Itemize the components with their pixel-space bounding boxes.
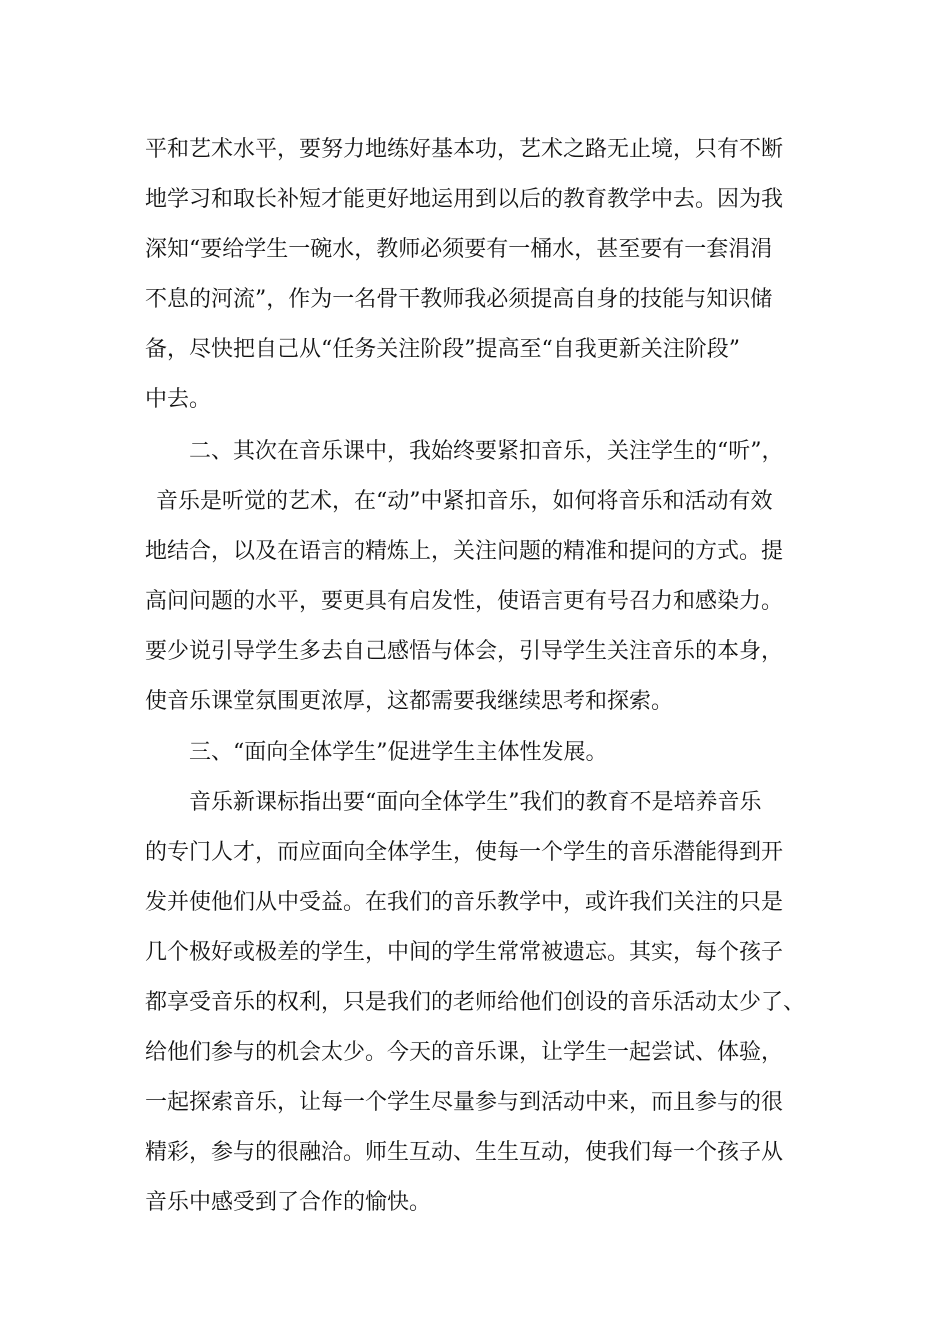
body-line: 精彩，参与的很融洽。师生互动、生生互动，使我们每一个孩子从 <box>145 1140 784 1165</box>
section-two-first-line: 二、其次在音乐课中，我始终要紧扣音乐，关注学生的“听”， <box>189 439 784 464</box>
body-line: 给他们参与的机会太少。今天的音乐课，让学生一起尝试、体验， <box>145 1040 784 1065</box>
body-line: 不息的河流”，作为一名骨干教师我必须提高自身的技能与知识储 <box>145 287 773 312</box>
body-line: 使音乐课堂氛围更浓厚，这都需要我继续思考和探索。 <box>145 689 674 714</box>
body-line: 地学习和取长补短才能更好地运用到以后的教育教学中去。因为我 <box>145 187 784 212</box>
body-line: 发并使他们从中受益。在我们的音乐教学中，或许我们关注的只是 <box>145 890 784 915</box>
body-line: 音乐中感受到了合作的愉快。 <box>145 1190 432 1215</box>
body-line: 要少说引导学生多去自己感悟与体会，引导学生关注音乐的本身， <box>145 639 784 664</box>
body-line: 几个极好或极差的学生，中间的学生常常被遗忘。其实，每个孩子 <box>145 940 784 965</box>
body-line: 平和艺术水平，要努力地练好基本功，艺术之路无止境，只有不断 <box>145 137 784 162</box>
section-three-heading: 三、“面向全体学生”促进学生主体性发展。 <box>189 740 608 765</box>
body-line: 中去。 <box>145 387 212 412</box>
body-line: 地结合，以及在语言的精炼上，关注问题的精准和提问的方式。提 <box>145 539 784 564</box>
paragraph-first-line: 音乐新课标指出要“面向全体学生”我们的教育不是培养音乐 <box>189 790 762 815</box>
body-line: 深知“要给学生一碗水，教师必须要有一桶水，甚至要有一套涓涓 <box>145 237 773 262</box>
body-line: 音乐是听觉的艺术，在“动”中紧扣音乐，如何将音乐和活动有效 <box>156 489 773 514</box>
body-line: 一起探索音乐，让每一个学生尽量参与到活动中来，而且参与的很 <box>145 1090 784 1115</box>
body-line: 高问问题的水平，要更具有启发性，使语言更有号召力和感染力。 <box>145 589 784 614</box>
body-line: 备，尽快把自己从“任务关注阶段”提高至“自我更新关注阶段” <box>145 337 740 362</box>
body-line: 的专门人才，而应面向全体学生，使每一个学生的音乐潜能得到开 <box>145 840 784 865</box>
body-line: 都享受音乐的权利，只是我们的老师给他们创设的音乐活动太少了、 <box>145 990 806 1015</box>
